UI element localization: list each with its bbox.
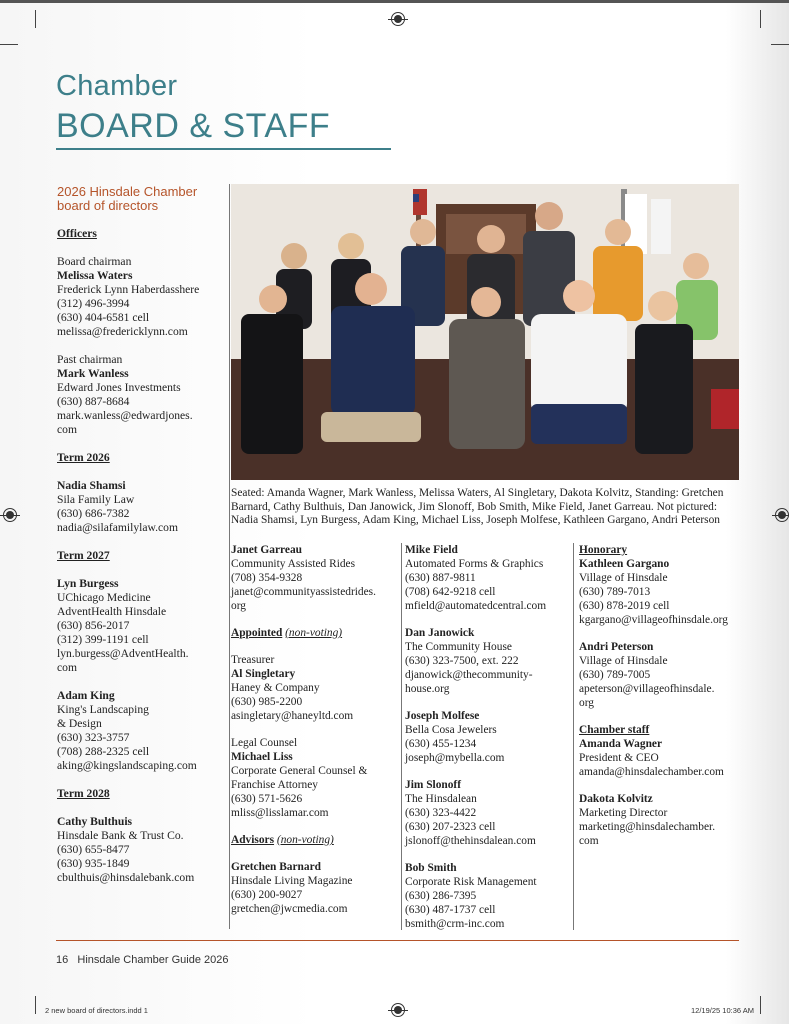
person-name: Kathleen Gargano xyxy=(579,558,670,570)
person-name: Joseph Molfese xyxy=(405,710,480,722)
term-2027-heading: Term 2027 xyxy=(57,549,110,562)
company: King's Landscaping xyxy=(57,703,149,716)
email: kgargano@villageofhinsdale.org xyxy=(579,614,728,626)
email-continued: com xyxy=(57,423,77,436)
directory-column-2 xyxy=(405,543,573,944)
email: mliss@lisslamar.com xyxy=(231,807,329,819)
phone: (630) 323-3757 xyxy=(57,731,130,744)
person-name: Michael Liss xyxy=(231,751,293,763)
phone-2: (630) 935-1849 xyxy=(57,857,130,870)
person-name: Dakota Kolvitz xyxy=(579,793,653,805)
person-name: Cathy Bulthuis xyxy=(57,815,133,828)
phone: (630) 856-2017 xyxy=(57,619,130,632)
email: cbulthuis@hinsdalebank.com xyxy=(57,871,195,884)
email: asingletary@haneyltd.com xyxy=(231,710,354,722)
phone-cell: (630) 487-1737 cell xyxy=(405,904,496,916)
phone: (630) 985-2200 xyxy=(231,696,303,708)
phone: (630) 323-7500, ext. 222 xyxy=(405,655,519,667)
phone-cell: (630) 404-6581 cell xyxy=(57,311,150,324)
crop-mark xyxy=(0,44,18,45)
person-name: Gretchen Barnard xyxy=(231,861,321,873)
footer-rule xyxy=(56,940,739,941)
company: Frederick Lynn Haberdasshere xyxy=(57,283,200,296)
officer-entry xyxy=(57,353,225,437)
member-entry xyxy=(57,479,225,535)
phone-cell: (708) 288-2325 cell xyxy=(57,745,150,758)
company: Community Assisted Rides xyxy=(231,558,356,570)
email: gretchen@jwcmedia.com xyxy=(231,903,348,915)
phone: (630) 789-7013 xyxy=(579,586,651,598)
appointed-heading-label: Appointed xyxy=(231,627,283,639)
person-name: Mike Field xyxy=(405,544,458,556)
phone: (630) 286-7395 xyxy=(405,890,477,902)
member-entry xyxy=(405,709,573,765)
person-name: Amanda Wagner xyxy=(579,738,663,750)
phone: (312) 496-3994 xyxy=(57,297,130,310)
top-edge-bar xyxy=(0,0,789,3)
board-title: 2026 Hinsdale Chamber board of directors xyxy=(57,184,198,213)
phone-cell: (630) 878-2019 cell xyxy=(579,600,670,612)
role: Past chairman xyxy=(57,353,123,366)
column-divider xyxy=(401,543,402,930)
photo-caption: Seated: Amanda Wagner, Mark Wanless, Melissa Waters, Al Singletary, Dakota Kolvitz, Standing: Gretchen Barnard, Cathy Bulthuis, Dan Janowick, Jim Slonoff, Bob Smith, Mike Field, Janet Garreau. Not pictured: Nadia Shamsi, Lyn Burgess, Adam King, Michael Liss, Joseph Molfese, Kathleen Gargano, Andri Peterson xyxy=(231,487,724,526)
advisors-heading xyxy=(231,833,401,847)
email-continued: com xyxy=(579,835,599,847)
person-name: Janet Garreau xyxy=(231,544,302,556)
appointed-entry xyxy=(231,653,401,723)
company: Corporate General Counsel & xyxy=(231,765,368,777)
crop-mark xyxy=(760,10,761,28)
email: joseph@mybella.com xyxy=(405,752,505,764)
phone: (630) 455-1234 xyxy=(405,738,477,750)
company: Village of Hinsdale xyxy=(579,572,668,584)
registration-mark-icon xyxy=(391,12,405,26)
slug-datetime: 12/19/25 10:36 AM xyxy=(691,1006,754,1015)
phone: (630) 323-4422 xyxy=(405,807,477,819)
role: Legal Counsel xyxy=(231,737,298,749)
email: jslonoff@thehinsdalean.com xyxy=(405,835,536,847)
email: bsmith@crm-inc.com xyxy=(405,918,505,930)
email-continued: org xyxy=(231,600,246,612)
group-photo-illustration xyxy=(231,184,739,480)
crop-mark xyxy=(760,996,761,1014)
page-footer xyxy=(56,954,228,966)
person-name: Jim Slonoff xyxy=(405,779,462,791)
email-continued: house.org xyxy=(405,683,450,695)
company: The Community House xyxy=(405,641,512,653)
registration-mark-icon xyxy=(775,508,789,522)
person-name: Dan Janowick xyxy=(405,627,475,639)
person-name: Melissa Waters xyxy=(57,269,133,282)
email: amanda@hinsdalechamber.com xyxy=(579,766,724,778)
member-entry xyxy=(405,626,573,696)
company: Sila Family Law xyxy=(57,493,135,506)
email: lyn.burgess@AdventHealth. xyxy=(57,647,189,660)
advisors-heading-label: Advisors xyxy=(231,834,275,846)
term-2028-heading: Term 2028 xyxy=(57,787,110,800)
company: Edward Jones Investments xyxy=(57,381,181,394)
appointed-heading-note: (non-voting) xyxy=(285,627,343,639)
company-continued: & Design xyxy=(57,717,102,730)
group-photo xyxy=(231,184,739,480)
company: Village of Hinsdale xyxy=(579,655,668,667)
phone-cell: (708) 642-9218 cell xyxy=(405,586,496,598)
crop-mark xyxy=(35,996,36,1014)
chamber-staff-heading: Chamber staff xyxy=(579,724,650,736)
phone-cell: (312) 399-1191 cell xyxy=(57,633,149,646)
officers-heading: Officers xyxy=(57,227,97,240)
person-name: Andri Peterson xyxy=(579,641,654,653)
company: Automated Forms & Graphics xyxy=(405,558,544,570)
phone: (708) 354-9328 xyxy=(231,572,303,584)
role: Treasurer xyxy=(231,654,275,666)
person-name: Lyn Burgess xyxy=(57,577,119,590)
phone-cell: (630) 207-2323 cell xyxy=(405,821,496,833)
registration-mark-icon xyxy=(3,508,17,522)
guide-title: Hinsdale Chamber Guide 2026 xyxy=(77,954,229,966)
person-name: Bob Smith xyxy=(405,862,457,874)
crop-mark xyxy=(35,10,36,28)
email: mfield@automatedcentral.com xyxy=(405,600,547,612)
slug-filename: 2 new board of directors.indd 1 xyxy=(45,1006,148,1015)
appointed-entry xyxy=(231,736,401,820)
page-number: 16 xyxy=(56,954,69,966)
officer-entry xyxy=(57,255,225,339)
left-column xyxy=(57,185,225,899)
company-continued: Franchise Attorney xyxy=(231,779,318,791)
email: djanowick@thecommunity- xyxy=(405,669,533,681)
company: Hinsdale Living Magazine xyxy=(231,875,353,887)
email: apeterson@villageofhinsdale. xyxy=(579,683,715,695)
phone: (630) 789-7005 xyxy=(579,669,651,681)
email: marketing@hinsdalechamber. xyxy=(579,821,716,833)
member-entry xyxy=(405,543,573,613)
honorary-entry xyxy=(579,640,741,710)
company: Bella Cosa Jewelers xyxy=(405,724,497,736)
email-continued: org xyxy=(579,697,594,709)
member-entry xyxy=(57,577,225,675)
person-name: Adam King xyxy=(57,689,115,702)
advisors-heading-note: (non-voting) xyxy=(276,834,334,846)
column-divider xyxy=(573,543,574,930)
company: UChicago Medicine xyxy=(57,591,151,604)
company: Corporate Risk Management xyxy=(405,876,537,888)
directory-column-1 xyxy=(231,543,401,929)
member-entry xyxy=(405,778,573,848)
title: President & CEO xyxy=(579,752,659,764)
appointed-heading xyxy=(231,626,401,640)
company-continued: AdventHealth Hinsdale xyxy=(57,605,167,618)
email: janet@communityassistedrides. xyxy=(231,586,376,598)
email: melissa@fredericklynn.com xyxy=(57,325,188,338)
email: aking@kingslandscaping.com xyxy=(57,759,197,772)
person-name: Al Singletary xyxy=(231,668,296,680)
directory-column-3 xyxy=(579,543,741,861)
registration-mark-icon xyxy=(391,1003,405,1017)
person-name: Nadia Shamsi xyxy=(57,479,126,492)
phone: (630) 887-9811 xyxy=(405,572,476,584)
header-kicker: Chamber xyxy=(56,70,178,102)
company: The Hinsdalean xyxy=(405,793,477,805)
title-rule xyxy=(56,148,391,150)
email: mark.wanless@edwardjones. xyxy=(57,409,193,422)
member-entry xyxy=(231,543,401,613)
email: nadia@silafamilylaw.com xyxy=(57,521,178,534)
page-title: BOARD & STAFF xyxy=(56,107,331,145)
staff-entry xyxy=(579,737,741,779)
crop-mark xyxy=(771,44,789,45)
person-name: Mark Wanless xyxy=(57,367,129,380)
honorary-entry xyxy=(579,557,741,627)
phone: (630) 200-9027 xyxy=(231,889,303,901)
advisor-entry xyxy=(231,860,401,916)
phone: (630) 887-8684 xyxy=(57,395,130,408)
phone: (630) 655-8477 xyxy=(57,843,130,856)
member-entry xyxy=(57,815,225,885)
member-entry xyxy=(57,689,225,773)
phone: (630) 571-5626 xyxy=(231,793,303,805)
role: Board chairman xyxy=(57,255,132,268)
email-continued: com xyxy=(57,661,77,674)
column-divider xyxy=(229,184,230,929)
honorary-heading: Honorary xyxy=(579,544,628,556)
term-2026-heading: Term 2026 xyxy=(57,451,110,464)
phone: (630) 686-7382 xyxy=(57,507,130,520)
title: Marketing Director xyxy=(579,807,668,819)
company: Hinsdale Bank & Trust Co. xyxy=(57,829,184,842)
staff-entry xyxy=(579,792,741,848)
member-entry xyxy=(405,861,573,931)
company: Haney & Company xyxy=(231,682,320,694)
